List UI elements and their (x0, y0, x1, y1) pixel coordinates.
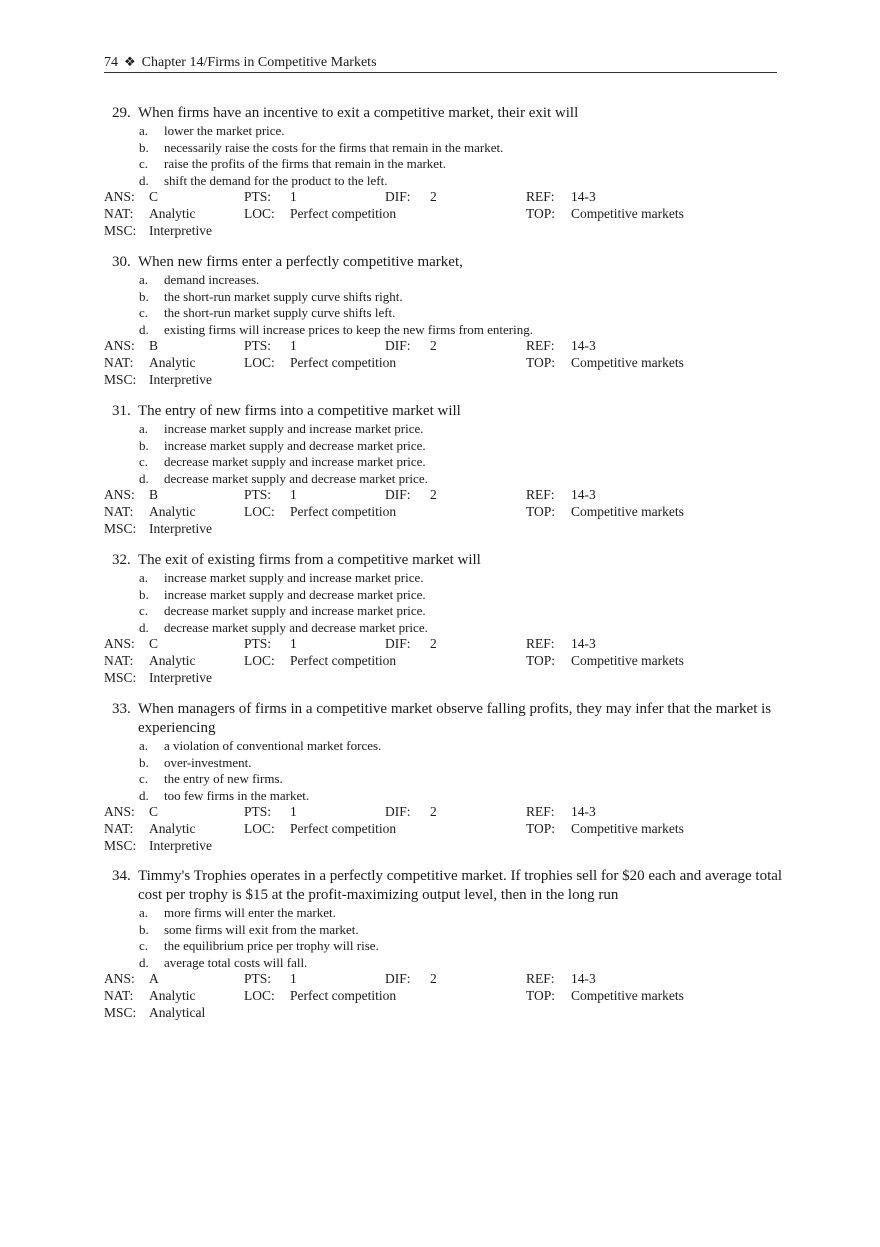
choice-letter: d. (139, 321, 149, 337)
question-stem (104, 867, 784, 905)
choice-c (104, 305, 784, 322)
choice-letter: d. (139, 787, 149, 803)
choice-letter: b. (139, 921, 149, 937)
pts-label: PTS: (244, 636, 272, 652)
loc-value: Perfect competition (290, 205, 397, 221)
nat-value: Analytic (149, 652, 196, 668)
dif-label: DIF: (385, 804, 411, 820)
nat-label: NAT: (104, 354, 134, 370)
choice-letter: a. (139, 905, 149, 920)
choice-b (104, 755, 784, 772)
msc-value: Analytical (149, 1004, 206, 1020)
nat-value: Analytic (149, 820, 196, 836)
choice-list (104, 738, 784, 804)
meta-row-nat (104, 988, 784, 1005)
choice-text: more firms will enter the market. (164, 905, 336, 920)
top-label: TOP: (526, 205, 556, 221)
nat-label: NAT: (104, 503, 134, 519)
choice-list (104, 570, 784, 636)
choice-b (104, 922, 784, 939)
meta-row-msc (104, 223, 784, 240)
choice-list (104, 272, 784, 338)
nat-label: NAT: (104, 820, 134, 836)
question-number: 31. (112, 403, 131, 419)
ref-label: REF: (526, 971, 555, 987)
choice-d (104, 788, 784, 805)
choice-a (104, 738, 784, 755)
question-text: When new firms enter a perfectly competitive market, (138, 254, 463, 270)
choice-c (104, 603, 784, 620)
msc-value: Interpretive (149, 520, 212, 536)
choice-text: the equilibrium price per trophy will rise. (164, 938, 379, 954)
choice-text: existing firms will increase prices to keep the new firms from entering. (164, 321, 533, 337)
pts-label: PTS: (244, 804, 272, 820)
choice-letter: c. (139, 454, 149, 470)
choice-b (104, 587, 784, 604)
meta-row-msc (104, 1005, 784, 1022)
nat-label: NAT: (104, 652, 134, 668)
choice-text: average total costs will fall. (164, 954, 308, 970)
choice-letter: b. (139, 288, 149, 304)
choice-letter: c. (139, 156, 149, 172)
choice-b (104, 140, 784, 157)
meta-row-nat (104, 504, 784, 521)
question-stem (104, 402, 784, 421)
choice-a (104, 905, 784, 922)
top-value: Competitive markets (571, 503, 684, 519)
top-value: Competitive markets (571, 354, 684, 370)
dif-label: DIF: (385, 636, 411, 652)
pts-value: 1 (290, 971, 297, 987)
meta-row-nat (104, 821, 784, 838)
question-33 (104, 700, 784, 854)
meta-row-answer (104, 487, 784, 504)
meta-row-msc (104, 521, 784, 538)
dif-value: 2 (430, 487, 437, 503)
pts-value: 1 (290, 189, 297, 205)
pts-value: 1 (290, 804, 297, 820)
ans-value: A (149, 971, 159, 987)
dif-value: 2 (430, 338, 437, 354)
question-text: The exit of existing firms from a competitive market will (138, 552, 481, 568)
question-stem (104, 104, 784, 123)
choice-list (104, 421, 784, 487)
choice-text: increase market supply and decrease market price. (164, 586, 426, 602)
question-text: Timmy's Trophies operates in a perfectly competitive market. If trophies sell for $20 each and average total cost per trophy is $15 at the profit-maximizing output level, then in the long run (138, 868, 783, 903)
ref-label: REF: (526, 636, 555, 652)
question-30 (104, 253, 784, 388)
question-text: The entry of new firms into a competitive market will (138, 403, 461, 419)
meta-row-msc (104, 372, 784, 389)
choice-letter: c. (139, 305, 149, 321)
choice-letter: b. (139, 754, 149, 770)
meta-row-answer (104, 338, 784, 355)
meta-row-answer (104, 971, 784, 988)
ref-label: REF: (526, 189, 555, 205)
ans-label: ANS: (104, 804, 135, 820)
page-header (104, 52, 777, 73)
meta-row-answer (104, 804, 784, 821)
choice-text: raise the profits of the firms that remain in the market. (164, 156, 446, 172)
choice-list (104, 123, 784, 189)
nat-label: NAT: (104, 205, 134, 221)
pts-label: PTS: (244, 338, 272, 354)
choice-letter: c. (139, 938, 149, 954)
choice-text: over-investment. (164, 754, 252, 770)
loc-label: LOC: (244, 205, 275, 221)
dif-label: DIF: (385, 971, 411, 987)
loc-value: Perfect competition (290, 652, 397, 668)
pts-value: 1 (290, 338, 297, 354)
choice-c (104, 156, 784, 173)
choice-letter: c. (139, 603, 149, 619)
msc-label: MSC: (104, 520, 137, 536)
msc-label: MSC: (104, 669, 137, 685)
choice-a (104, 421, 784, 438)
pts-value: 1 (290, 636, 297, 652)
loc-value: Perfect competition (290, 354, 397, 370)
choice-a (104, 272, 784, 289)
question-31 (104, 402, 784, 537)
ref-value: 14-3 (571, 487, 596, 503)
question-stem (104, 253, 784, 272)
pts-value: 1 (290, 487, 297, 503)
ref-label: REF: (526, 487, 555, 503)
msc-value: Interpretive (149, 222, 212, 238)
question-number: 29. (112, 105, 131, 121)
ans-label: ANS: (104, 338, 135, 354)
msc-label: MSC: (104, 1004, 137, 1020)
choice-letter: a. (139, 272, 149, 287)
meta-row-nat (104, 653, 784, 670)
dif-value: 2 (430, 971, 437, 987)
pts-label: PTS: (244, 487, 272, 503)
loc-label: LOC: (244, 820, 275, 836)
ans-value: C (149, 804, 159, 820)
loc-value: Perfect competition (290, 503, 397, 519)
question-stem (104, 700, 784, 738)
question-stem (104, 551, 784, 570)
choice-text: increase market supply and decrease market price. (164, 437, 426, 453)
choice-c (104, 454, 784, 471)
ref-value: 14-3 (571, 338, 596, 354)
top-label: TOP: (526, 503, 556, 519)
question-text: When firms have an incentive to exit a competitive market, their exit will (138, 105, 579, 121)
dif-value: 2 (430, 636, 437, 652)
choice-letter: d. (139, 172, 149, 188)
msc-value: Interpretive (149, 669, 212, 685)
dif-value: 2 (430, 189, 437, 205)
choice-letter: b. (139, 139, 149, 155)
choice-letter: b. (139, 437, 149, 453)
choice-text: decrease market supply and increase market price. (164, 454, 426, 470)
meta-row-nat (104, 206, 784, 223)
nat-value: Analytic (149, 354, 196, 370)
choice-letter: a. (139, 738, 149, 753)
choice-text: demand increases. (164, 272, 260, 287)
ans-label: ANS: (104, 971, 135, 987)
choice-letter: d. (139, 619, 149, 635)
pts-label: PTS: (244, 971, 272, 987)
meta-row-msc (104, 838, 784, 855)
msc-label: MSC: (104, 371, 137, 387)
top-value: Competitive markets (571, 652, 684, 668)
msc-value: Interpretive (149, 837, 212, 853)
ans-label: ANS: (104, 636, 135, 652)
ref-label: REF: (526, 338, 555, 354)
nat-value: Analytic (149, 987, 196, 1003)
question-number: 33. (112, 701, 131, 717)
question-number: 32. (112, 552, 131, 568)
choice-d (104, 173, 784, 190)
ans-value: B (149, 487, 159, 503)
ref-value: 14-3 (571, 804, 596, 820)
choice-letter: d. (139, 470, 149, 486)
loc-value: Perfect competition (290, 820, 397, 836)
choice-b (104, 438, 784, 455)
dif-label: DIF: (385, 189, 411, 205)
ref-label: REF: (526, 804, 555, 820)
choice-a (104, 570, 784, 587)
top-label: TOP: (526, 987, 556, 1003)
nat-value: Analytic (149, 503, 196, 519)
choice-text: lower the market price. (164, 123, 285, 138)
ref-value: 14-3 (571, 636, 596, 652)
choice-text: shift the demand for the product to the left. (164, 172, 388, 188)
ref-value: 14-3 (571, 189, 596, 205)
choice-c (104, 938, 784, 955)
meta-row-answer (104, 189, 784, 206)
choice-b (104, 289, 784, 306)
meta-row-msc (104, 670, 784, 687)
pts-label: PTS: (244, 189, 272, 205)
choice-list (104, 905, 784, 971)
ref-value: 14-3 (571, 971, 596, 987)
loc-label: LOC: (244, 987, 275, 1003)
page-number: 74 (104, 55, 118, 70)
choice-text: too few firms in the market. (164, 787, 310, 803)
separator-icon: ❖ (124, 54, 136, 69)
dif-value: 2 (430, 804, 437, 820)
choice-d (104, 322, 784, 339)
nat-label: NAT: (104, 987, 134, 1003)
choice-d (104, 955, 784, 972)
msc-value: Interpretive (149, 371, 212, 387)
meta-row-nat (104, 355, 784, 372)
question-text: When managers of firms in a competitive market observe falling profits, they may infer that the market is experiencing (138, 701, 772, 736)
question-34 (104, 867, 784, 1021)
choice-text: decrease market supply and decrease market price. (164, 470, 428, 486)
choice-text: necessarily raise the costs for the firms that remain in the market. (164, 139, 504, 155)
loc-label: LOC: (244, 652, 275, 668)
msc-label: MSC: (104, 222, 137, 238)
choice-text: the entry of new firms. (164, 771, 283, 787)
question-number: 34. (112, 868, 131, 884)
choice-c (104, 771, 784, 788)
question-32 (104, 551, 784, 686)
ans-label: ANS: (104, 487, 135, 503)
choice-letter: c. (139, 771, 149, 787)
top-label: TOP: (526, 652, 556, 668)
top-label: TOP: (526, 354, 556, 370)
choice-letter: d. (139, 954, 149, 970)
loc-label: LOC: (244, 354, 275, 370)
loc-value: Perfect competition (290, 987, 397, 1003)
ans-value: C (149, 189, 159, 205)
meta-row-answer (104, 636, 784, 653)
dif-label: DIF: (385, 487, 411, 503)
choice-a (104, 123, 784, 140)
top-label: TOP: (526, 820, 556, 836)
dif-label: DIF: (385, 338, 411, 354)
choice-text: decrease market supply and increase market price. (164, 603, 426, 619)
ans-label: ANS: (104, 189, 135, 205)
msc-label: MSC: (104, 837, 137, 853)
choice-text: decrease market supply and decrease market price. (164, 619, 428, 635)
chapter-title: Chapter 14/Firms in Competitive Markets (141, 55, 377, 70)
top-value: Competitive markets (571, 820, 684, 836)
choice-d (104, 471, 784, 488)
ans-value: C (149, 636, 159, 652)
choice-text: the short-run market supply curve shifts right. (164, 288, 403, 304)
question-number: 30. (112, 254, 131, 270)
choice-letter: a. (139, 570, 149, 585)
choice-text: some firms will exit from the market. (164, 921, 359, 937)
nat-value: Analytic (149, 205, 196, 221)
choice-text: increase market supply and increase market price. (164, 421, 424, 436)
question-29 (104, 104, 784, 239)
ans-value: B (149, 338, 159, 354)
choice-d (104, 620, 784, 637)
choice-text: a violation of conventional market forces. (164, 738, 382, 753)
choice-letter: a. (139, 123, 149, 138)
loc-label: LOC: (244, 503, 275, 519)
choice-text: increase market supply and increase market price. (164, 570, 424, 585)
top-value: Competitive markets (571, 987, 684, 1003)
top-value: Competitive markets (571, 205, 684, 221)
choice-letter: a. (139, 421, 149, 436)
choice-text: the short-run market supply curve shifts left. (164, 305, 396, 321)
choice-letter: b. (139, 586, 149, 602)
